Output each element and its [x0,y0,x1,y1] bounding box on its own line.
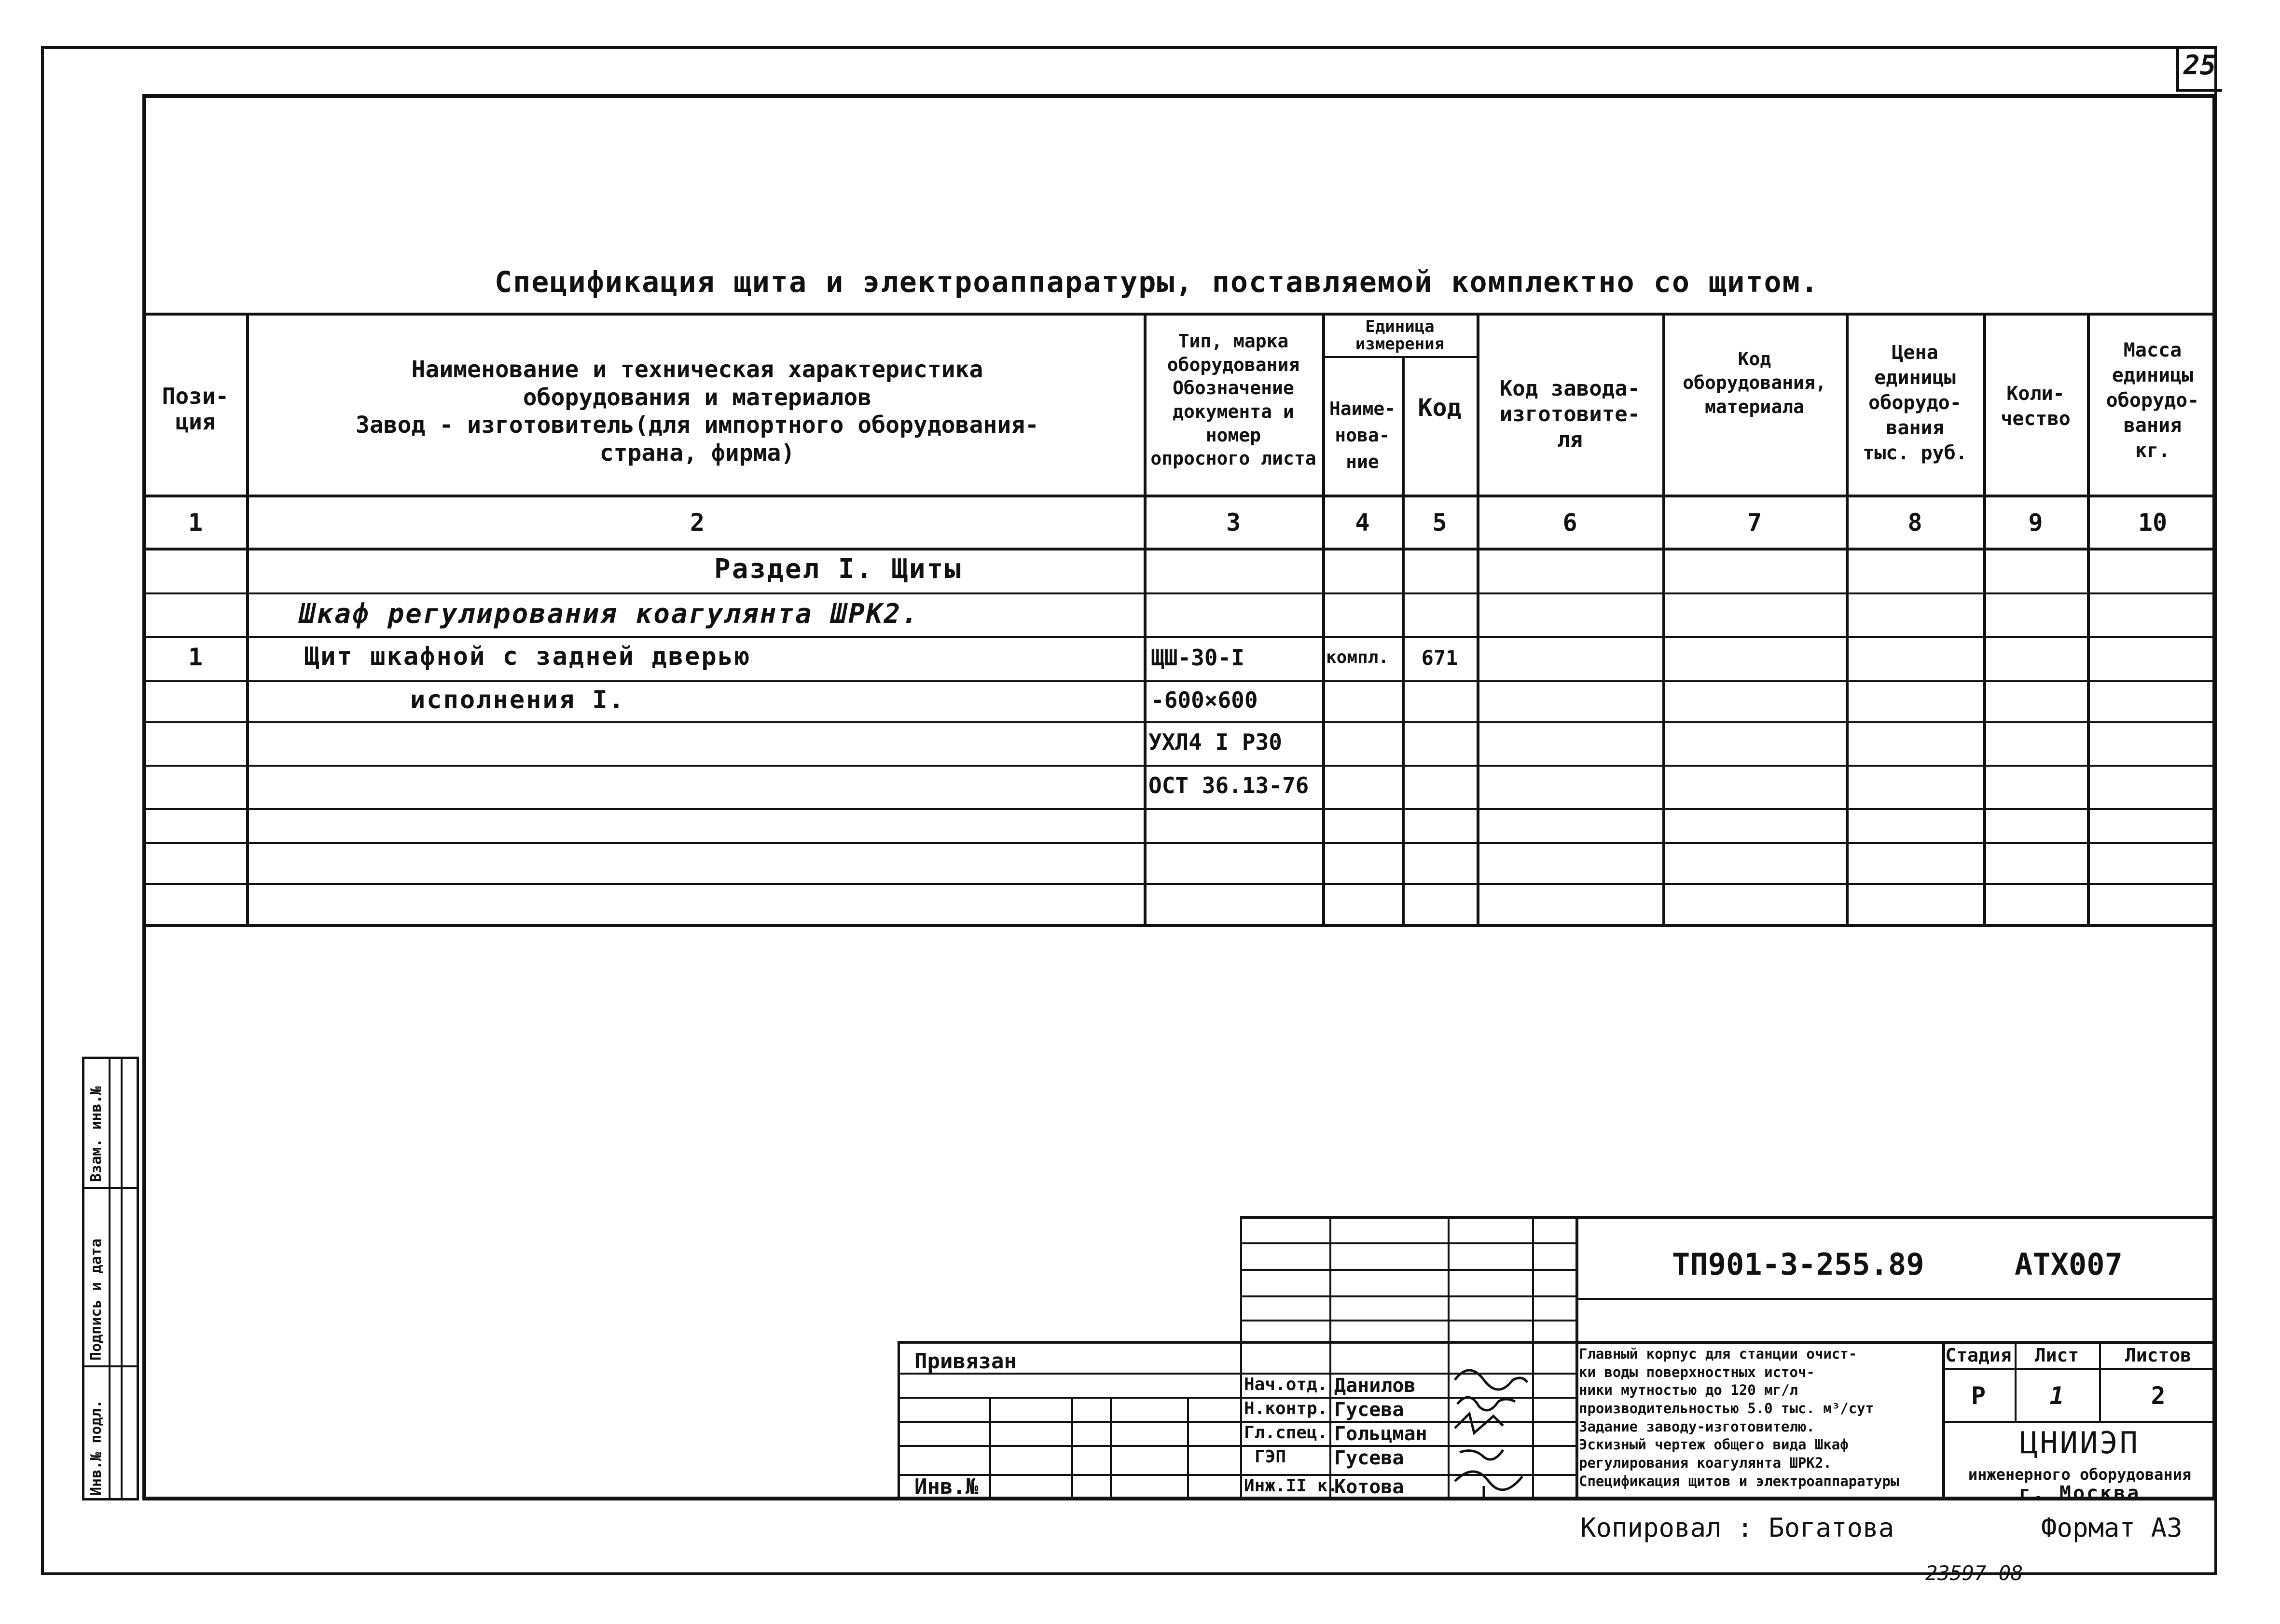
header-unit-name: Наиме- нова- ние [1329,398,1396,473]
header-factory-code: Код завода- изготовите- ля [1499,376,1641,452]
tb-line [1187,1397,1189,1500]
tb-line [1532,1216,1534,1500]
role-label: Гл.спец. [1244,1423,1328,1443]
description-line: Задание заводу-изготовителю. [1579,1418,1815,1435]
col-number: 2 [690,509,705,537]
inv-no-label: Инв.№ [914,1474,979,1499]
stage-value: Р [1971,1382,1986,1410]
cabinet-name: Шкаф регулирования коагулянта ШРК2. [299,598,920,630]
document-code: ТП901-3-255.89 [1672,1247,1924,1282]
row-pos: 1 [188,643,203,671]
archive-number: 23597-08 [1925,1561,2023,1585]
tb-line [1240,1295,1578,1297]
role-label: Инж.II к. [1244,1476,1339,1496]
col-number: 10 [2138,509,2168,537]
row-name: исполнения I. [410,686,625,715]
spec-title: Спецификация щита и электроаппаратуры, поставляемой комплектно со щитом. [495,265,1819,299]
tb-line [1240,1320,1578,1321]
copied-by: Копировал : Богатова [1580,1513,1894,1543]
header-type: Тип, марка оборудования Обозначение документа и номер опросного листа [1150,330,1316,469]
person-name: Котова [1334,1476,1404,1498]
tb-line [1240,1269,1578,1271]
header-equip-code: Код оборудования, материала [1683,348,1826,417]
side-label-inv-podl: Инв.№ подл. [88,1400,105,1496]
tb-line [1329,1216,1331,1500]
header-unit-code: Код [1418,394,1462,422]
sheet-label: Лист [2034,1345,2079,1366]
header-qty: Коли- чество [2001,383,2071,430]
side-stamp-divider [121,1057,123,1500]
header-unit-group: Единица измерения [1355,317,1445,354]
tb-line [1575,1341,2217,1344]
drawing-description [1579,1345,1941,1491]
col-number: 6 [1562,509,1577,537]
tb-line [1575,1298,2217,1300]
tb-line [1575,1216,1578,1500]
row-line [142,680,2217,682]
row-type: УХЛ4 I Р30 [1148,729,1282,755]
side-stamp-divider [82,1365,139,1367]
description-line: ки воды поверхностных источ- [1579,1363,1815,1380]
header-bottom-line [142,495,2217,497]
description-line: Главный корпус для станции очист- [1579,1346,1857,1362]
role-label: ГЭП [1255,1447,1286,1467]
section-title: Раздел I. Щиты [714,553,963,585]
role-label: Н.контр. [1244,1399,1328,1418]
tb-line [1240,1242,1578,1244]
person-name: Гусева [1334,1399,1404,1421]
table-top-line [142,313,2217,316]
table-bottom-line [142,924,2217,927]
paper-format: Формат А3 [2041,1513,2183,1543]
row-line [142,808,2217,810]
row-type: ЩШ-30-I [1151,645,1244,671]
description-line: ники мутностью до 120 мг/л [1579,1382,1798,1399]
number-row-bottom-line [142,548,2217,551]
row-code: 671 [1421,646,1458,670]
row-line [142,842,2217,844]
side-label-zam-inv: Взам. инв.№ [88,1086,105,1182]
signatures-image [1450,1351,1532,1500]
row-line [142,765,2217,767]
tb-line [989,1397,991,1500]
row-line [142,721,2217,723]
header-name: Наименование и техническая характеристика оборудования и материалов Завод - изготовитель(для импортного оборудования- страна, фирма) [355,356,1039,467]
description-line: производительностью 5.0 тыс. м³/сут [1579,1400,1874,1417]
sheet-value: 1 [2049,1382,2064,1410]
sheets-value: 2 [2151,1382,2166,1410]
row-unit: компл. [1326,647,1389,667]
col-number: 5 [1432,509,1447,537]
organization-city: г. Москва [2018,1482,2141,1504]
stage-label: Стадия [1945,1345,2012,1366]
tb-line [1110,1397,1112,1500]
side-stamp-divider [82,1187,139,1189]
col-number: 7 [1747,509,1762,537]
organization-subtitle: инженерного оборудования [1968,1465,2192,1484]
page-number: 25 [2183,50,2216,81]
row-type: ОСТ 36.13-76 [1148,772,1309,798]
tb-line [1071,1397,1073,1500]
tb-line [1942,1421,2217,1423]
role-label: Нач.отд. [1244,1375,1328,1394]
description-line: регулирования коагулянта ШРК2. [1579,1455,1832,1472]
privyazan-label: Привязан [914,1349,1017,1374]
tb-line [1942,1368,2217,1370]
col-number: 9 [2028,509,2043,537]
header-pos: Пози- ция [162,383,229,435]
col-number: 8 [1907,509,1922,537]
description-line: Эскизный чертеж общего вида Шкаф [1579,1436,1849,1453]
row-line [142,592,2217,594]
col-number: 3 [1226,509,1241,537]
col-line [1402,356,1405,924]
tb-line [1240,1216,1242,1500]
row-type: -600×600 [1151,687,1258,713]
tb-line [1448,1216,1450,1500]
row-line [142,636,2217,638]
sheet-code: АТХ007 [2015,1247,2123,1282]
row-name: Щит шкафной с задней дверью [304,642,751,671]
col-line [246,313,249,924]
person-name: Данилов [1334,1375,1416,1397]
description-line: Спецификация щитов и электроаппаратуры [1579,1473,1899,1489]
row-line [142,883,2217,885]
header-price: Цена единицы оборудо- вания тыс. руб. [1863,342,1967,464]
col-number: 4 [1355,509,1370,537]
sheets-label: Листов [2125,1345,2192,1366]
side-label-signature: Подпись и дата [88,1239,105,1361]
person-name: Гусева [1334,1447,1404,1469]
organization-name: ЦНИИЭП [2020,1425,2140,1460]
unit-group-line [1322,356,1477,358]
col-number: 1 [188,509,203,537]
header-mass: Масса единицы оборудо- вания кг. [2106,339,2199,462]
person-name: Гольцман [1334,1423,1427,1445]
side-stamp-divider [109,1057,111,1500]
